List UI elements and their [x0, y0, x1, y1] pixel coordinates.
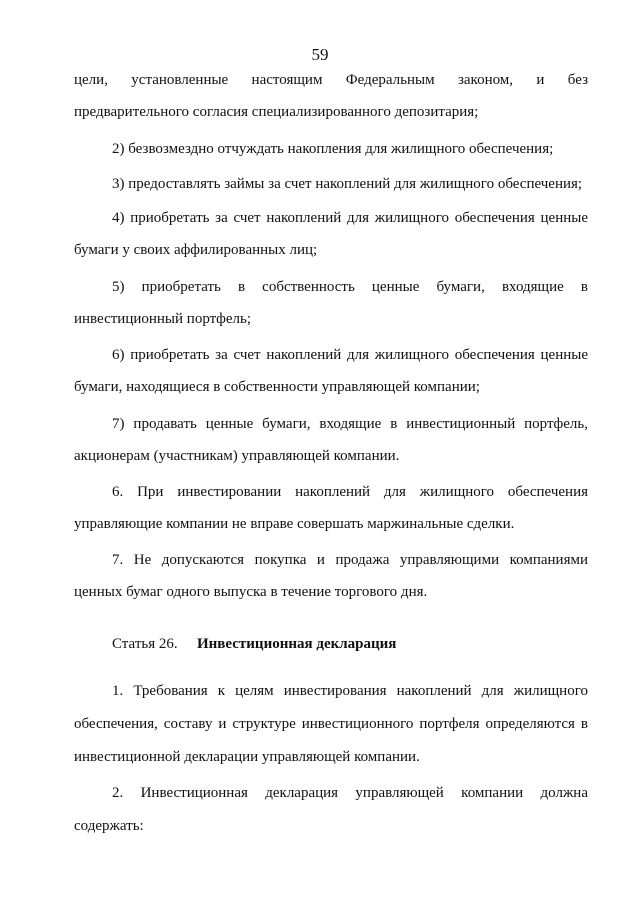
- list-item-7: [74, 414, 588, 466]
- text-line: инвестиционной декларации управляющей компании.: [74, 749, 420, 765]
- list-item-5: [74, 277, 588, 329]
- text-line: акционерам (участникам) управляющей компании.: [74, 448, 400, 464]
- list-item-3: [74, 174, 588, 194]
- text-line: 6. При инвестировании накоплений для жилищного обеспечения: [112, 484, 588, 500]
- article-point-1: [74, 681, 588, 767]
- point-6: [74, 482, 588, 534]
- list-item-6: [74, 345, 588, 397]
- article-point-2: [74, 783, 588, 836]
- article-title: Инвестиционная декларация: [197, 636, 397, 652]
- text-line: 1. Требования к целям инвестирования накоплений для жилищного: [112, 683, 588, 699]
- article-heading: [112, 634, 396, 654]
- text-line: 5) приобретать в собственность ценные бумаги, входящие в: [112, 279, 588, 295]
- list-item-2: [74, 139, 588, 159]
- text-line: цели, установленные настоящим Федеральным законом, и без: [74, 72, 588, 88]
- text-line: ценных бумаг одного выпуска в течение торгового дня.: [74, 584, 428, 600]
- text-line: 2) безвозмездно отчуждать накопления для жилищного обеспечения;: [112, 141, 554, 157]
- point-7: [74, 550, 588, 602]
- text-line: обеспечения, составу и структуре инвестиционного портфеля определяются в: [74, 716, 588, 732]
- article-number: Статья 26.: [112, 636, 178, 652]
- text-line: 2. Инвестиционная декларация управляющей компании должна: [112, 785, 588, 801]
- list-item-4: [74, 208, 588, 260]
- text-line: инвестиционный портфель;: [74, 311, 252, 327]
- text-line: бумаги у своих аффилированных лиц;: [74, 242, 318, 258]
- paragraph-continuation: [74, 70, 588, 122]
- text-line: бумаги, находящиеся в собственности управляющей компании;: [74, 379, 480, 395]
- text-line: содержать:: [74, 818, 144, 834]
- text-line: предварительного согласия специализированного депозитария;: [74, 104, 479, 120]
- text-line: 4) приобретать за счет накоплений для жилищного обеспечения ценные: [112, 210, 588, 226]
- text-line: 7. Не допускаются покупка и продажа управляющими компаниями: [112, 552, 588, 568]
- text-line: 7) продавать ценные бумаги, входящие в инвестиционный портфель,: [112, 416, 588, 432]
- text-line: 6) приобретать за счет накоплений для жилищного обеспечения ценные: [112, 347, 588, 363]
- page-number: 59: [311, 45, 329, 64]
- text-line: управляющие компании не вправе совершать маржинальные сделки.: [74, 516, 515, 532]
- text-line: 3) предоставлять займы за счет накоплений для жилищного обеспечения;: [112, 176, 583, 192]
